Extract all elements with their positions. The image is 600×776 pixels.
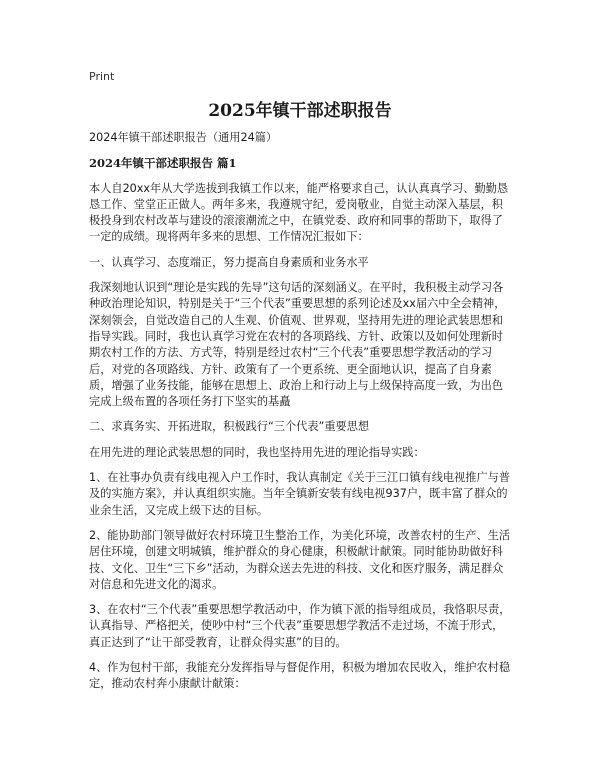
paragraph-study: 我深刻地认识到“理论是实践的先导”这句话的深刻涵义。在平时，我积极主动学习各种政治理论知识，特别是关于“三个代表”重要思想的系列论述及xx届六中全会精神，深刻领会，自觉改造自己的人生观、价值观、世界观，坚持用先进的理论武装思想和指导实践。同时，我也认真学习党在农村的各项路线、方针、政策以及如何处理新时期农村工作的方法、方式等，特别是经过农村“三个代表”重要思想学教活动的学习后，对党的各项路线、方针、政策有了一个更系统、更全面地认识，提高了自身素质，增强了业务技能，能够在思想上、政治上和行动上与上级保持高度一致，为出色完成上级布置的各项任务打下坚实的基矗 — [89, 281, 506, 409]
paragraph-practice-intro: 在用先进的理论武装思想的同时，我也坚持用先进的理论指导实践： — [89, 445, 425, 459]
paragraph-item-1: 1、在社事办负责有线电视入户工作时，我认真制定《关于三江口镇有线电视推广与普及的实施方案》，并认真组织实施。当年全镇新安装有线电视937户，既丰富了群众的业余生活，又完成上级下达的目标。 — [89, 471, 511, 517]
section-heading: 2024年镇干部述职报告 篇1 — [89, 156, 237, 171]
print-label[interactable]: Print — [89, 70, 115, 83]
paragraph-heading-2: 二、求真务实、开拓进取，积极践行“三个代表”重要思想 — [89, 420, 370, 434]
paragraph-heading-1: 一、认真学习、态度端正，努力提高自身素质和业务水平 — [89, 255, 369, 269]
page-title: 2025年镇干部述职报告 — [208, 101, 392, 121]
document-body — [89, 130, 511, 702]
paragraph-intro: 本人自20xx年从大学选拔到我镇工作以来，能严格要求自己，认认真真学习、勤勤恳恳工作、堂堂正正做人。两年多来，我遵规守纪，爱岗敬业，自觉主动深入基层，积极投身到农村改革与建设的滚滚潮流之中，在镇党委、政府和同事的帮助下，取得了一定的成绩。现将两年多来的思想、工作情况汇报如下： — [89, 181, 509, 244]
paragraph-item-3: 3、在农村“三个代表”重要思想学教活动中，作为镇下派的指导组成员，我恪职尽责，认真指导、严格把关，使吵中村“三个代表”重要思想学教活不走过场，不流于形式，真正达到了“让干部受教育，让群众得实惠”的目的。 — [89, 603, 511, 649]
paragraph-item-4: 4、作为包村干部，我能充分发挥指导与督促作用，积极为增加农民收入，维护农村稳定，推动农村奔小康献计献策： — [89, 661, 511, 691]
paragraph-item-2: 2、能协助部门领导做好农村环境卫生整治工作，为美化环境，改善农村的生产、生活居住环境，创建文明城镇，维护群众的身心健康，积极献计献策。同时能协助做好科技、文化、卫生“三下乡”活动，为群众送去先进的科技、文化和医疗服务，满足群众对信息和先进文化的渴求。 — [89, 528, 511, 591]
document-subtitle: 2024年镇干部述职报告（通用24篇） — [89, 131, 278, 144]
